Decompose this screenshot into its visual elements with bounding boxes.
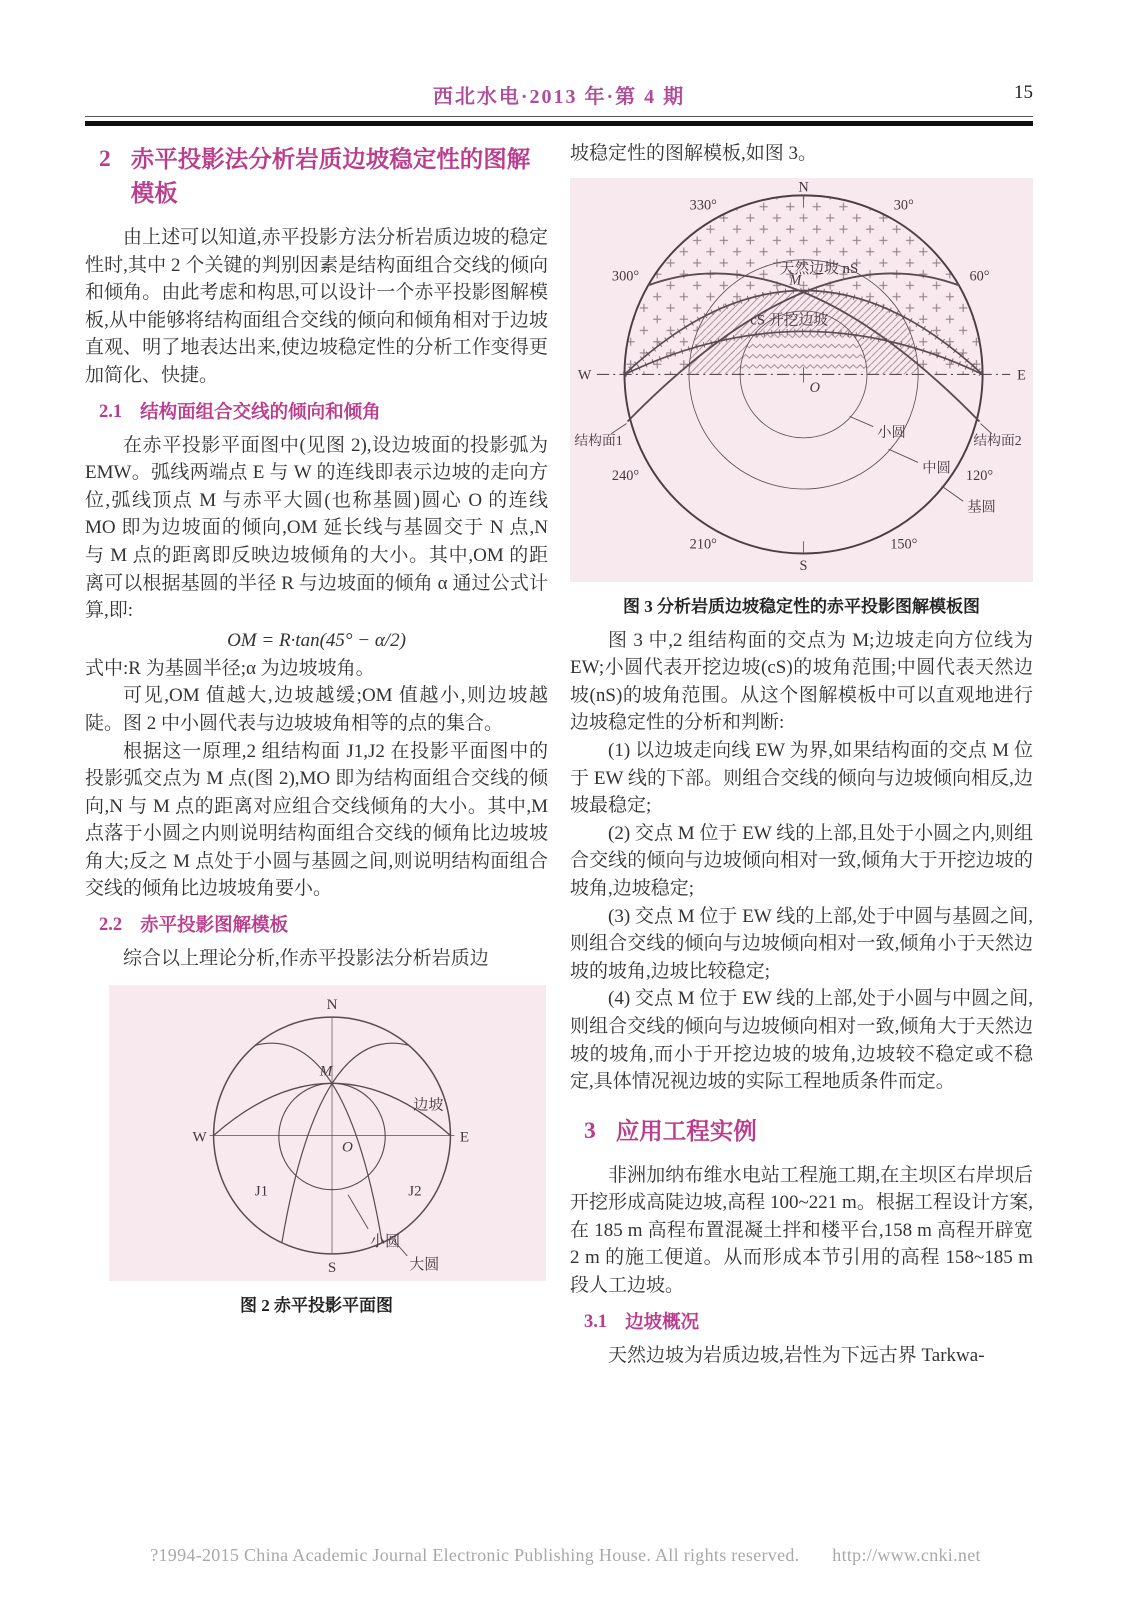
list-item-3: (3) 交点 M 位于 EW 线的上部,处于中圆与基圆之间,则组合交线的倾向与边坡倾向相对一致,倾角小于天然边坡的坡角,边坡比较稳定; — [570, 905, 1033, 982]
section-2-heading — [85, 142, 548, 210]
fig3-label-300: 300° — [611, 267, 640, 284]
section-2-1-title: 结构面组合交线的倾向和倾角 — [140, 400, 381, 422]
page-footer — [0, 1545, 1131, 1566]
paragraph: 由上述可以知道,赤平投影方法分析岩质边坡的稳定性时,其中 2 个关键的判别因素是结构面组合交线的倾向和倾角。由此考虑和构思,可以设计一个赤平投影图解模板,从中能够将结构面组合交线的倾向和倾角相对于边坡直观、明了地表达出来,使边坡稳定性的分析工作变得更加简化、快捷。 — [85, 227, 548, 386]
figure-3-template-stereonet — [570, 178, 1033, 577]
paragraph: 根据这一原理,2 组结构面 J1,J2 在投影平面图中的投影弧交点为 M 点(图 2),MO 即为结构面组合交线的倾向,N 与 M 点的距离对应组合交线倾角的大小。其中,M 点落于小圆之内则说明结构面组合交线的倾角比边坡坡角大;反之 M 点处于小圆与基圆之间,则说明结构面组合交线的倾角比边坡坡角要小。 — [85, 740, 548, 900]
section-3-heading — [570, 1114, 1033, 1148]
fig3-label-m: M — [789, 271, 802, 288]
figure-2-caption: 图 2 赤平投影平面图 — [240, 1295, 393, 1315]
paragraph: 综合以上理论分析,作赤平投影法分析岩质边 — [123, 948, 489, 970]
section-2-number: 2 — [99, 146, 111, 172]
figure-2 — [109, 985, 546, 1281]
section-3-number: 3 — [584, 1117, 596, 1144]
paragraph: 天然边坡为岩质边坡,岩性为下远古界 Tarkwa- — [608, 1344, 985, 1366]
list-item-1: (1) 以边坡走向线 EW 为界,如果结构面的交点 M 位于 EW 线的下部。则组合交线的倾向与边坡倾向相反,边坡最稳定; — [570, 739, 1033, 817]
fig2-label-w: W — [192, 1129, 207, 1146]
section-3-title: 应用工程实例 — [615, 1117, 757, 1144]
fig3-label-330: 330° — [689, 197, 717, 214]
small-circle-leader — [348, 1194, 368, 1228]
fig3-label-s: S — [799, 557, 808, 574]
fig3-label-natural-slope: 天然边坡 nS — [779, 260, 859, 277]
copyright-text: ?1994-2015 China Academic Journal Electronic Publishing House. All rights reserved. — [150, 1545, 800, 1565]
list-item-4: (4) 交点 M 位于 EW 线的上部,处于小圆与中圆之间,则组合交线的倾向与边坡倾向相对一致,倾角大于天然边坡的坡角,而小于开挖边坡的坡角,边坡较不稳定或不稳定,具体情况视边坡的实际工程地质条件而定。 — [570, 988, 1033, 1093]
fig2-label-m: M — [319, 1062, 333, 1079]
fig3-label-120: 120° — [965, 467, 994, 484]
fig3-label-small-circle: 小圆 — [877, 424, 906, 441]
section-2-2-title: 赤平投影图解模板 — [140, 914, 289, 936]
right-column — [570, 140, 1033, 1369]
formula-legend: 式中:R 为基圆半径;α 为边坡坡角。 — [85, 657, 375, 679]
fig3-label-w: W — [577, 367, 592, 384]
section-2-1-heading — [85, 399, 548, 425]
formula-om: OM = R·tan(45° − α/2) — [227, 629, 406, 651]
fig3-label-base-circle: 基圆 — [967, 499, 996, 516]
journal-title: 西北水电·2013 年·第 4 期 — [432, 86, 686, 108]
fig2-label-o: O — [342, 1139, 353, 1156]
paragraph: 可见,OM 值越大,边坡越缓;OM 值越小,则边坡越陡。图 2 中小圆代表与边坡坡角相等的点的集合。 — [85, 685, 548, 734]
section-2-title: 赤平投影法分析岩质边坡稳定性的图解模板 — [130, 146, 531, 206]
paragraph: 坡稳定性的图解模板,如图 3。 — [570, 143, 818, 164]
base-circle-leader — [942, 486, 963, 501]
page-header — [85, 80, 1033, 110]
fig3-label-plane1: 结构面1 — [574, 432, 623, 448]
fig2-label-n: N — [326, 996, 338, 1013]
fig3-label-240: 240° — [611, 467, 640, 484]
fig3-label-n: N — [798, 178, 809, 195]
section-3-1-number: 3.1 — [584, 1311, 608, 1332]
fig2-label-s: S — [327, 1259, 337, 1276]
header-rule-thin — [85, 116, 1033, 117]
header-rule-thick — [85, 121, 1033, 126]
fig3-label-60: 60° — [969, 267, 990, 284]
fig3-label-30: 30° — [893, 197, 914, 214]
fig2-label-j1: J1 — [254, 1183, 269, 1200]
figure-2-stereonet — [109, 985, 546, 1276]
small-circle-leader — [850, 416, 874, 426]
figure-3-caption: 图 3 分析岩质边坡稳定性的赤平投影图解模板图 — [623, 596, 980, 616]
section-3-1-heading — [570, 1309, 1033, 1335]
section-2-1-number: 2.1 — [99, 401, 123, 422]
paragraph: 非洲加纳布维水电站工程施工期,在主坝区右岸坝后开挖形成高陡边坡,高程 100~221 m。根据工程设计方案,在 185 m 高程布置混凝土拌和楼平台,158 m 高程开辟宽 2 m 的施工便道。从而形成本节引用的高程 158~185 m 段人工边坡。 — [570, 1164, 1033, 1297]
section-3-1-title: 边坡概况 — [625, 1310, 700, 1332]
page-number: 15 — [1014, 82, 1033, 103]
fig2-label-e: E — [459, 1129, 470, 1146]
middle-circle-leader — [888, 449, 918, 462]
paragraph: 图 3 中,2 组结构面的交点为 M;边坡走向方位线为 EW;小圆代表开挖边坡(cS)的坡角范围;中圆代表天然边坡(nS)的坡角范围。从这个图解模板中可以直观地进行边坡稳定性的分析和判断: — [570, 629, 1033, 734]
fig3-label-middle-circle: 中圆 — [922, 460, 951, 477]
list-item-2: (2) 交点 M 位于 EW 线的上部,且处于小圆之内,则组合交线的倾向与边坡倾向相对一致,倾角大于开挖边坡的坡角,边坡稳定; — [570, 822, 1033, 899]
left-column — [85, 140, 548, 1369]
fig3-label-210: 210° — [689, 535, 717, 552]
section-2-2-heading — [85, 912, 548, 938]
two-column-body — [85, 140, 1033, 1369]
fig2-label-slope: 边坡 — [413, 1097, 444, 1114]
fig3-label-e: E — [1017, 367, 1026, 384]
figure-3 — [570, 178, 1033, 582]
fig3-label-150: 150° — [890, 535, 918, 552]
fig3-label-o: O — [809, 379, 821, 396]
fig2-label-small-circle: 小圆 — [370, 1233, 401, 1250]
fig3-label-plane2: 结构面2 — [973, 432, 1022, 448]
fig3-label-excavated-slope: cS 开挖边坡 — [750, 311, 829, 328]
section-2-2-number: 2.2 — [99, 915, 123, 936]
fig2-label-j2: J2 — [408, 1183, 422, 1200]
fig2-label-great-circle: 大圆 — [409, 1256, 440, 1273]
paragraph: 在赤平投影平面图中(见图 2),设边坡面的投影弧为 EMW。弧线两端点 E 与 W 的连线即表示边坡的走向方位,弧线顶点 M 与赤平大圆(也称基圆)圆心 O 的连线 MO 即为边坡面的倾向,OM 延长线与基圆交于 N 点,N 与 M 点的距离即反映边坡倾角的大小。其中,OM 的距离可以根据基圆的半径 R 与边坡面的倾角 α 通过公式计算,即: — [85, 434, 548, 622]
cnki-url: http://www.cnki.net — [832, 1545, 981, 1565]
